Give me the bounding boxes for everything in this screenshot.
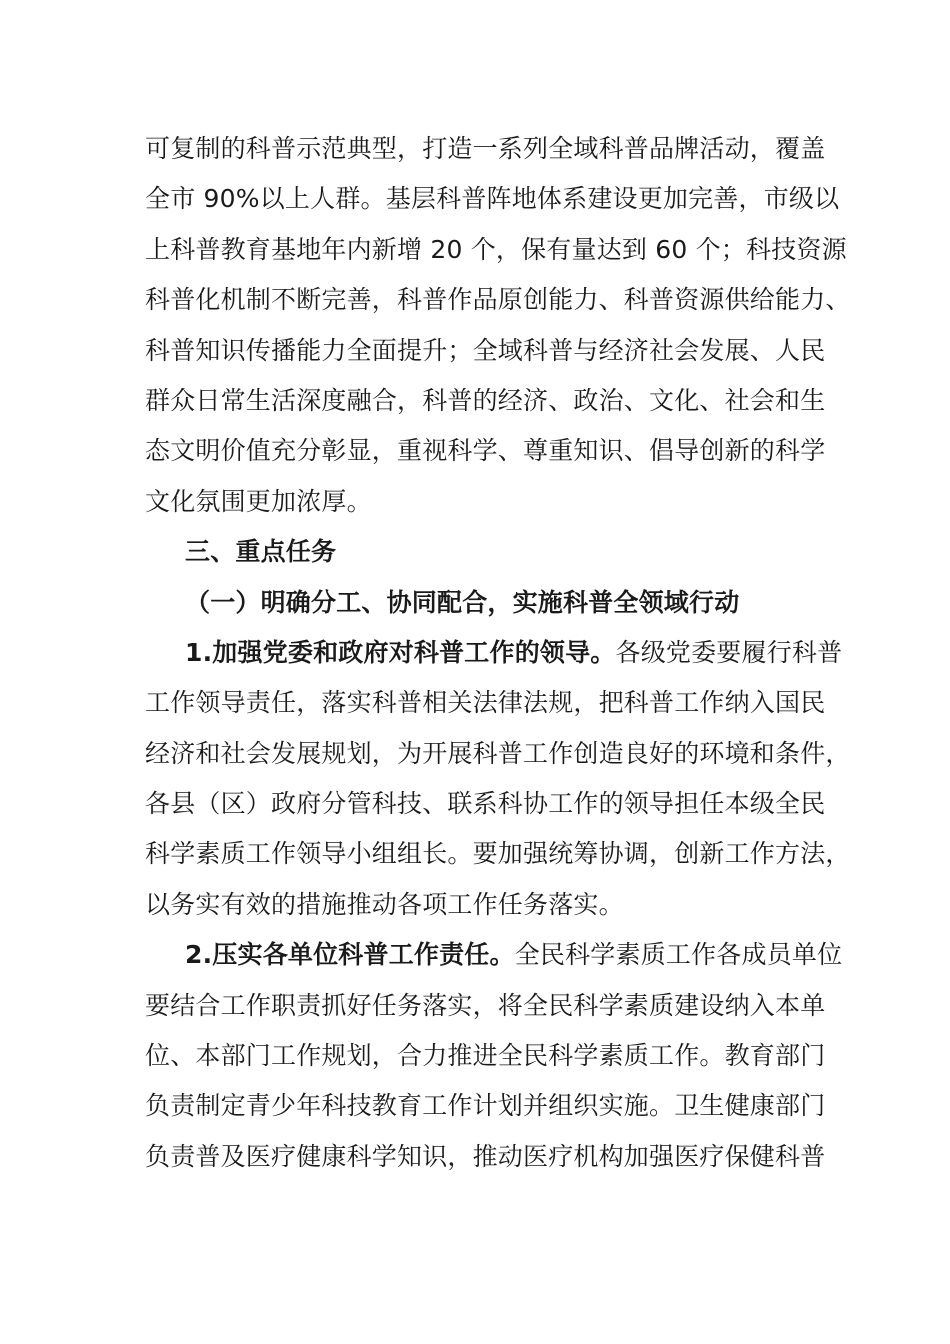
item-1-title: 1.加强党委和政府对科普工作的领导。	[185, 637, 616, 667]
paragraph-line: 经济和社会发展规划，为开展科普工作创造良好的环境和条件，	[145, 738, 851, 768]
paragraph-line: 文化氛围更加浓厚。	[145, 486, 372, 516]
item-1-text: 各级党委要履行科普	[615, 637, 843, 667]
paragraph-line: 位、本部门工作规划，合力推进全民科学素质工作。教育部门	[145, 1041, 826, 1071]
paragraph-line: 负责普及医疗健康科学知识，推动医疗机构加强医疗保健科普	[145, 1141, 826, 1171]
paragraph-line: 以务实有效的措施推动各项工作任务落实。	[145, 889, 624, 919]
paragraph-line: 可复制的科普示范典型，打造一系列全域科普品牌活动，覆盖	[145, 134, 826, 163]
item-1-first-line	[145, 628, 843, 678]
paragraph-line: 上科普教育基地年内新增 20 个，保有量达到 60 个；科技资源	[145, 234, 847, 264]
paragraph-line: 负责制定青少年科技教育工作计划并组织实施。卫生健康部门	[145, 1091, 826, 1121]
item-2-title: 2.压实各单位科普工作责任。	[185, 940, 515, 970]
paragraph-line: 态文明价值充分彰显，重视科学、尊重知识、倡导创新的科学	[145, 436, 826, 466]
paragraph-line: 各县（区）政府分管科技、联系科协工作的领导担任本级全民	[145, 789, 826, 819]
paragraph-line: 要结合工作职责抓好任务落实，将全民科学素质建设纳入本单	[145, 990, 826, 1020]
paragraph-line: 群众日常生活深度融合，科普的经济、政治、文化、社会和生	[145, 385, 826, 415]
item-2-text: 全民科学素质工作各成员单位	[514, 940, 843, 970]
paragraph-line: 全市 90%以上人群。基层科普阵地体系建设更加完善，市级以	[145, 184, 840, 214]
paragraph-line: 科学素质工作领导小组组长。要加强统筹协调，创新工作方法，	[145, 839, 851, 869]
paragraph-line: 工作领导责任，落实科普相关法律法规，把科普工作纳入国民	[145, 688, 826, 718]
section-heading: 三、重点任务	[185, 537, 337, 567]
item-2-first-line	[145, 930, 843, 980]
paragraph-line: 科普知识传播能力全面提升；全域科普与经济社会发展、人民	[145, 335, 826, 365]
paragraph-line: 科普化机制不断完善，科普作品原创能力、科普资源供给能力、	[145, 285, 851, 315]
subsection-heading: （一）明确分工、协同配合，实施科普全领域行动	[185, 587, 740, 617]
document-body	[145, 124, 851, 1182]
